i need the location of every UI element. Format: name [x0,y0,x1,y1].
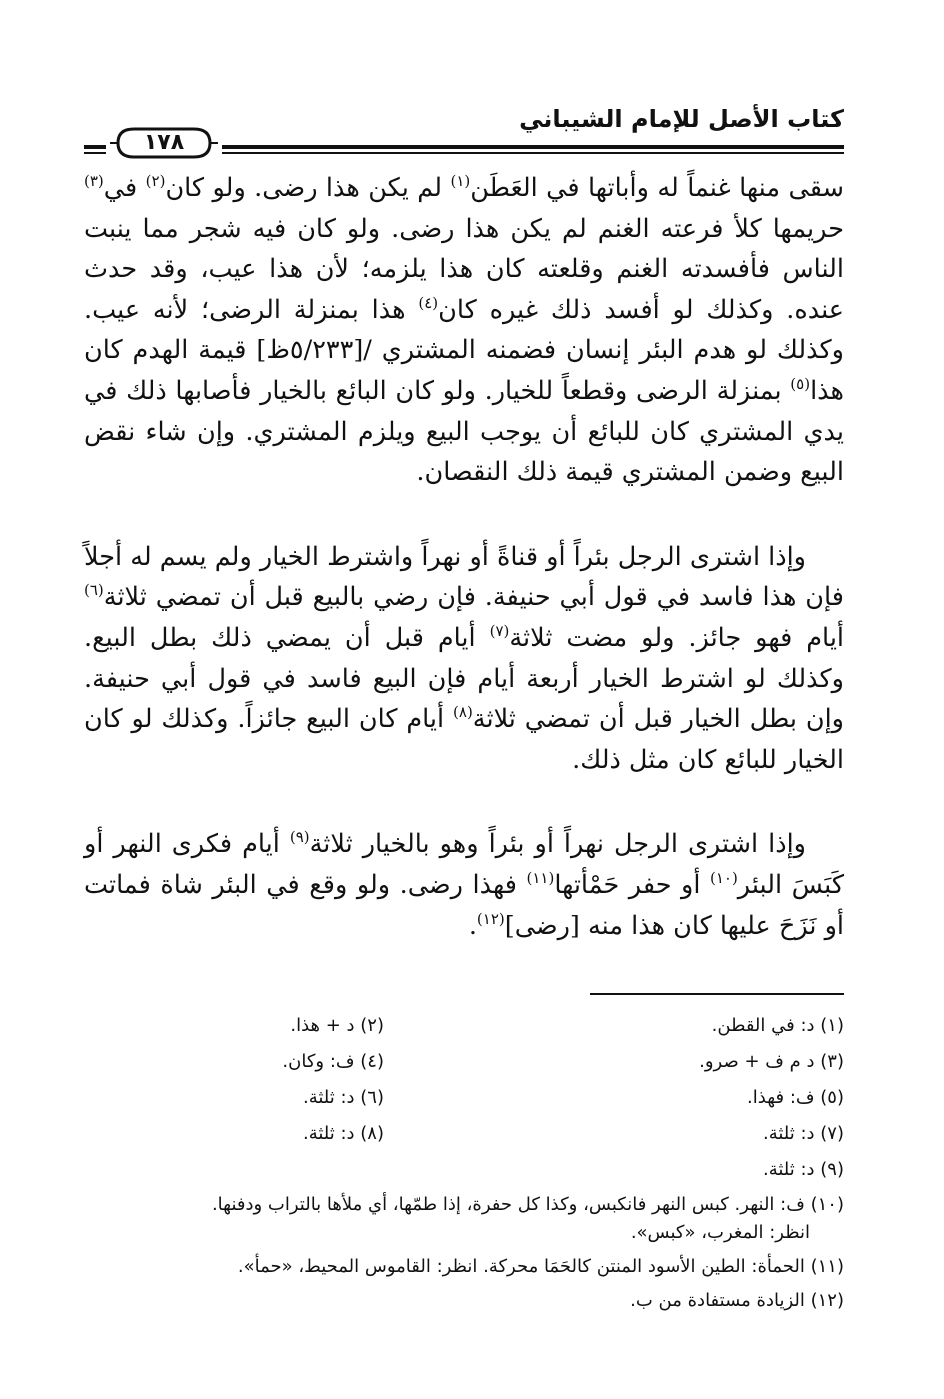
page-number: ١٧٨ [143,130,185,155]
footnote-marker: (١٢) [476,909,505,928]
footnote-marker: (١٠) [709,868,738,887]
paragraph-2 [84,537,844,781]
text-segment: هذا بمنزلة الرضى؛ لأنه عيب. وكذلك لو هدم البئر إنسان فضمنه المشتري /[٥/٢٣٣ظ] قيمة الهدم كان هذا [84,294,844,406]
footnote-marker: (٩) [289,828,310,847]
footnote-marker: (١١) [526,868,555,887]
footnote-10 [84,1188,844,1250]
text-segment: سقى منها غنماً له وأباتها في العَطَن [470,173,844,203]
footnote-11: (١١) الحمأة: الطين الأسود المنتن كالحَمَا محركة. انظر: القاموس المحيط، «حمأ». [237,1256,844,1277]
page-number-badge [110,127,218,159]
paragraph-3 [84,824,844,946]
text-segment: وإذا اشترى الرجل نهراً أو بئراً وهو بالخيار ثلاثة [309,829,806,860]
paragraph-1 [84,168,844,493]
text-segment: لم يكن هذا رضى. ولو كان [165,173,451,203]
text-segment: حريمها كلأ فرعته الغنم لم يكن هذا رضى. ولو كان فيه شجر مما ينبت الناس فأفسدته الغنم وقلعته كان هذا يلزمه؛ لأن هذا عيب، وقد حدث عنده. وكذلك لو أفسد ذلك غيره كان [84,213,844,325]
text-segment: في [103,173,146,203]
text-segment: . [468,910,477,941]
footnote-6: (٦) د: ثلثة. [302,1087,384,1108]
footnote-marker: (٥) [790,374,811,393]
text-segment: أيام فكرى النهر أو كَبَسَ البئر [84,829,844,900]
footnote-3: (٣) د م ف + صرو. [699,1051,844,1072]
text-segment: وإذا اشترى الرجل بئراً أو قناةً أو نهراً واشترط الخيار ولم يسم له أجلاً فإن هذا فاسد في قول أبي حنيفة. فإن رضي بالبيع قبل أن تمضي ثلاثة [84,541,844,613]
footnote-marker: (٢) [145,172,166,190]
text-segment: أيام قبل أن يمضي ذلك بطل البيع. وكذلك لو اشترط الخيار أربعة أيام فإن البيع فاسد في قول أبي حنيفة. وإن بطل الخيار قبل أن تمضي ثلاثة [84,622,844,735]
footnote-separator [590,993,844,995]
text-segment: أيام كان البيع جائزاً. وكذلك لو كان الخيار للبائع كان مثل ذلك. [84,704,844,775]
footnote-5: (٥) ف: فهذا. [747,1087,844,1108]
footnote-marker: (٦) [84,581,104,600]
page-header [84,105,844,165]
text-segment: فهذا رضى. ولو وقع في البئر شاة فماتت أو نَزَحَ عليها كان هذا منه [رضى] [84,869,844,941]
footnote-10-line-2: انظر: المغرب، «كبس». [630,1222,810,1243]
footnote-marker: (٧) [489,621,510,640]
text-segment: أو حفر حَمْأتها [554,869,710,900]
footnote-12: (١٢) الزيادة مستفادة من ب. [630,1290,844,1311]
footnote-7: (٧) د: ثلثة. [762,1123,844,1144]
footnote-10-line-1: (١٠) ف: النهر. كبس النهر فانكبس، وكذا كل حفرة، إذا طمّها، أي ملأها بالتراب ودفنها. [211,1194,844,1215]
footnotes-short-grid [84,1008,844,1188]
footnote-marker: (٣) [84,172,104,190]
footnote-empty [84,1152,454,1188]
footnote-marker: (٤) [418,293,439,312]
footnote-9: (٩) د: ثلثة. [762,1159,844,1180]
footnotes [84,1008,844,1318]
text-segment: بمنزلة الرضى وقطعاً للخيار. ولو كان البائع بالخيار فأصابها ذلك في يدي المشتري كان للبائع أن يوجب البيع ويلزم المشتري. وإن شاء نقض البيع وضمن المشتري قيمة ذلك النقصان. [84,375,844,488]
footnote-marker: (٨) [453,703,473,722]
footnote-4: (٤) ف: وكان. [282,1051,384,1072]
main-text [84,168,844,946]
footnote-8: (٨) د: ثلثة. [302,1123,384,1144]
footnote-marker: (١) [450,172,471,190]
text-segment: أيام فهو جائز. ولو مضت ثلاثة [509,622,844,653]
footnote-1: (١) د: في القطن. [711,1015,844,1036]
footnote-2: (٢) د + هذا. [290,1015,384,1036]
book-title: كتاب الأصل للإمام الشيباني [519,105,844,133]
